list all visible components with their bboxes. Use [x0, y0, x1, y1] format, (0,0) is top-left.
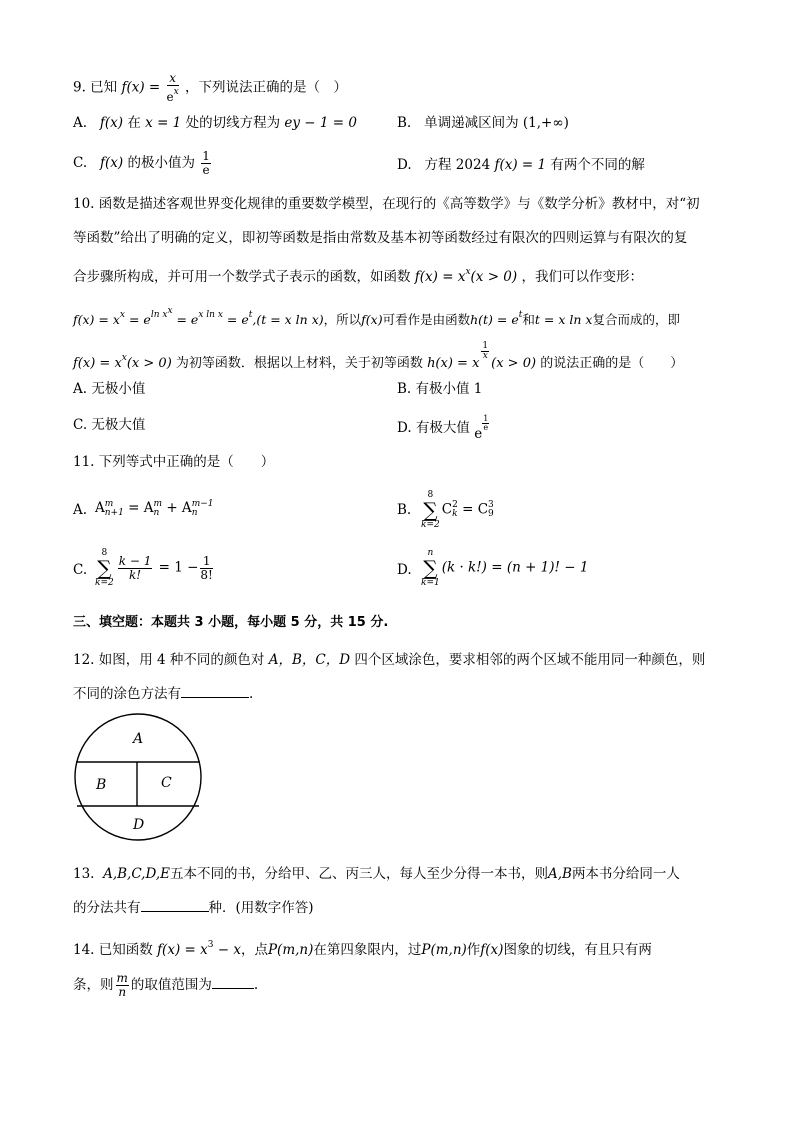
- q13-line2-tail: 种．(用数字作答): [208, 900, 314, 916]
- q11-a-left-sub: n+1: [104, 507, 124, 518]
- q9-option-d-label: D.: [397, 157, 412, 173]
- q14-point2: P(m,n): [421, 942, 467, 958]
- q14-line2-b: 的取值范围为: [130, 977, 212, 993]
- q14-func3: f(x): [480, 942, 504, 958]
- q9-option-b-label: B.: [397, 115, 412, 131]
- q11-c-rden: 8!: [200, 567, 213, 582]
- q10-line5-text1: 为初等函数．根据以上材料，关于初等函数: [175, 356, 423, 371]
- q13-line1-tail: 两本书分给同一人: [571, 866, 680, 882]
- q10-line4-text2: 可看作是由函数: [382, 312, 471, 327]
- q11-option-d-label: D.: [397, 562, 412, 578]
- q14-fraction: [116, 972, 129, 999]
- q11-a-right-sub: n: [191, 507, 198, 518]
- q10-line5-h: h(x) = x: [427, 356, 480, 371]
- q12-region-diagram: [73, 712, 203, 842]
- q10-line5-cond2: (x > 0): [491, 356, 537, 371]
- q9-suffix: ，下列说法正确的是（ ）: [185, 79, 347, 96]
- q14-func: f(x) = x: [157, 942, 208, 958]
- q9-option-a-f: f(x): [99, 115, 124, 131]
- q10-line4-text4: 复合而成的，即: [592, 312, 680, 327]
- q14-line2-text: 条，则: [73, 977, 114, 993]
- q11-a-mid: = A: [123, 500, 154, 516]
- q11-a-left: A: [95, 500, 105, 516]
- q14-line1: [73, 935, 724, 960]
- q14-line2: [73, 972, 724, 1002]
- q10-line5-eq: f(x) = x: [73, 356, 122, 371]
- q10-option-d-exp-num: 1: [483, 414, 489, 423]
- q11-option-c-eq: 8 ∑ k=2 $\frac{k - 1}{k!}$ = 1 − $\frac{1}{8!}$: [95, 548, 213, 588]
- q9-func: f(x) =: [121, 79, 161, 96]
- q10-option-d-exp-den: e: [483, 423, 489, 432]
- q11-option-c-label: C.: [73, 562, 88, 578]
- q12-line1-tail: 四个区域涂色，要求相邻的两个区域不能用同一种颜色，则: [354, 652, 706, 668]
- q9-frac-num: x: [167, 72, 179, 86]
- q11-b-term-sup: 2: [452, 500, 458, 510]
- q12-line2: [73, 684, 724, 704]
- q9-fraction: [167, 72, 179, 104]
- q10-line5-text2: 的说法正确的是（ ）: [540, 356, 684, 371]
- region-c-label: C: [161, 775, 172, 791]
- q9-option-c-label: C.: [73, 155, 88, 171]
- q10-line5-hsup: [481, 342, 489, 361]
- q14-line1-b: ，点: [240, 942, 268, 958]
- q12-line1-text: 12. 如图，用 4 种不同的颜色对: [73, 652, 265, 668]
- q14-answer-blank[interactable]: [212, 976, 254, 989]
- q12-answer-blank[interactable]: [181, 685, 249, 698]
- q11-b-term-sub: k: [452, 509, 458, 519]
- q10-line4-sup2b: x: [167, 306, 173, 316]
- q9-option-c-text: 的极小值为: [127, 155, 195, 171]
- q14-point: P(m,n): [267, 942, 314, 958]
- q10-line4-eq5: ,(t = x ln x): [252, 312, 324, 327]
- q10-line1: 10. 函数是描述客观世界变化规律的重要数学模型，在现行的《高等数学》与《数学分析》教材中，对“初: [73, 196, 700, 212]
- q11-a-mid-sup: m: [153, 498, 163, 509]
- q10-option-d-exp: [482, 415, 489, 432]
- q9-option-a-eq: ey − 1 = 0: [284, 115, 357, 131]
- q9-option-a-mid: 在: [127, 115, 141, 131]
- q13-line2: [73, 898, 724, 918]
- q11-c-num: k − 1: [118, 553, 152, 568]
- q9-option-b: [397, 113, 569, 133]
- q10-option-a: A. 无极小值: [73, 381, 146, 397]
- q10-line3-tail: ，我们可以作变形：: [521, 269, 643, 285]
- q11-a-plus: + A: [162, 500, 192, 516]
- q14-frac-den: n: [118, 985, 127, 999]
- q14-line2-end: .: [253, 977, 259, 993]
- q11-c-rfrac: [200, 555, 212, 582]
- q11-option-b-eq: 8 ∑ k=2 C 2 k = C 3 9: [421, 490, 494, 530]
- q10-line3-cond: (x > 0): [470, 269, 518, 285]
- q14-line1-text: 14. 已知函数: [73, 942, 153, 958]
- q11-d-term: (k · k!) = (n + 1)! − 1: [441, 559, 589, 576]
- q13-line1-text: 五本不同的书，分给甲、乙、丙三人，每人至少分得一本书，则: [169, 866, 548, 882]
- q11-b-sum-bottom: k=2: [421, 520, 440, 530]
- q11-c-frac: [118, 555, 153, 582]
- q13-number: 13.: [73, 866, 95, 882]
- q11-c-eq: = 1 −: [154, 559, 199, 576]
- q13-answer-blank[interactable]: [141, 899, 209, 912]
- q11-c-rnum: 1: [200, 555, 212, 569]
- q9-prefix: 9. 已知: [73, 79, 118, 96]
- q11-a-right-sup: m−1: [191, 498, 214, 509]
- q13-line2-text: 的分法共有: [73, 900, 141, 916]
- q9-frac-den-sup: x: [173, 87, 179, 97]
- q11-b-rhs-sub: 9: [488, 509, 494, 519]
- q11-c-den: k!: [128, 567, 142, 582]
- q10-line4-t: t = x ln x: [534, 312, 593, 327]
- q9-option-c-den: e: [202, 163, 210, 177]
- q10-line4-sup4: t: [248, 310, 253, 320]
- q11-option-a-eq: [95, 498, 214, 518]
- q12-line2-end: .: [249, 686, 254, 702]
- q14-line1-d: 作: [466, 942, 481, 958]
- q9-option-c-f: f(x): [100, 155, 124, 171]
- q11-stem: 11. 下列等式中正确的是（ ）: [73, 454, 275, 470]
- q14-frac-num: m: [116, 971, 128, 985]
- q10-line5-sup: x: [121, 353, 127, 363]
- q11-b-rhs-sup: 3: [488, 500, 494, 510]
- q9-option-b-text: 单调递减区间为: [424, 115, 519, 131]
- q9-option-a-label: A.: [73, 115, 88, 131]
- q9-options-ab: [73, 113, 724, 133]
- q10-line4-sup3: x ln x: [198, 310, 223, 320]
- q10-option-d: [397, 415, 491, 444]
- q13-vars: A,B,C,D,E: [103, 866, 170, 882]
- q10-line2: 等函数”给出了明确的定义，即初等函数是指由常数及基本初等函数经过有限次的四则运算与有限次的复: [73, 230, 688, 246]
- q9-option-b-interval: (1,+∞): [522, 115, 569, 131]
- q13-line1: [73, 864, 724, 884]
- q10-line5: [73, 342, 724, 374]
- q10-line5-cond: (x > 0): [126, 356, 172, 371]
- q11-a-left-sup: m: [104, 498, 114, 509]
- region-a-label: A: [133, 731, 144, 747]
- q10-line4-eq3: = e: [172, 312, 199, 327]
- q10-option-b: B. 有极小值 1: [397, 381, 483, 397]
- q11-a-mid-sub: n: [153, 507, 160, 518]
- region-d-label: D: [133, 817, 145, 833]
- q10-line4-eq1: f(x) = x: [73, 312, 120, 327]
- region-b-label: B: [96, 777, 107, 793]
- q10-line3-eq: f(x) = x: [414, 269, 466, 285]
- q14-line1-c: 在第四象限内，过: [313, 942, 422, 958]
- q9-stem: [73, 72, 724, 104]
- q11-option-b-label: B.: [397, 502, 412, 518]
- q13-vars2: A,B: [547, 866, 572, 882]
- q11-b-sum-top: 8: [427, 490, 434, 500]
- q9-option-d-text2: 有两个不同的解: [550, 157, 645, 173]
- q9-option-d: [397, 155, 645, 175]
- q10-line4-text3: 和: [522, 312, 535, 327]
- q11-c-sum-top: 8: [101, 548, 108, 558]
- q10-options-ab: [73, 379, 724, 399]
- q10-line3-sup: x: [465, 267, 471, 277]
- q14-line1-e: 图象的切线，有且只有两: [503, 942, 652, 958]
- q9-option-d-f: f(x) = 1: [494, 157, 547, 173]
- q10-option-c: C. 无极大值: [73, 417, 146, 433]
- q10-line4-eq2: = e: [124, 312, 151, 327]
- q9-option-a-text: 处的切线方程为: [185, 115, 281, 131]
- q11-option-a-label: A.: [73, 502, 88, 518]
- q10-line5-hsup-num: 1: [482, 341, 489, 351]
- q9-option-c-fraction: [201, 150, 211, 177]
- q10-line4-text1: ，所以: [323, 312, 362, 327]
- q11-b-rhs: = C: [457, 501, 489, 518]
- q10-line4-sup1: x: [119, 310, 125, 320]
- q10-option-d-base: e: [474, 426, 483, 442]
- q10-option-d-prefix: D. 有极大值: [397, 420, 470, 436]
- q14-func-tail: − x: [213, 942, 241, 958]
- q11-c-sum-bottom: k=2: [95, 578, 114, 588]
- q12-line1: [73, 650, 724, 670]
- q11-b-term: C: [441, 501, 453, 518]
- section-3-heading: 三、填空题：本题共 3 小题，每小题 5 分，共 15 分.: [73, 615, 389, 630]
- q11-d-sum-top: n: [427, 548, 434, 558]
- q9-option-c-num: 1: [202, 149, 210, 163]
- q9-option-a-x: x = 1: [145, 115, 182, 131]
- q10-line4-h: h(t) = e: [470, 312, 519, 327]
- q11-options-ab: [73, 490, 724, 530]
- q10-options-cd: [73, 415, 724, 441]
- q10-line3-text: 合步骤所构成，并可用一个数学式子表示的函数，如函数: [73, 269, 411, 285]
- q10-line4-eq4: = e: [222, 312, 249, 327]
- q9-options-cd: [73, 150, 724, 180]
- q12-line2-text: 不同的涂色方法有: [73, 686, 181, 702]
- q9-option-d-text1: 方程 2024: [424, 157, 491, 173]
- q10-line4: [73, 301, 724, 330]
- q11-options-cd: [73, 548, 724, 588]
- q10-line4-f: f(x): [361, 312, 383, 327]
- q9-frac-den: e: [166, 90, 174, 104]
- q11-d-sum-bottom: k=1: [421, 578, 440, 588]
- q10-line5-hsup-den: x: [482, 351, 488, 361]
- q14-func-sup: 3: [207, 940, 214, 950]
- q10-line4-hsup: t: [518, 310, 523, 320]
- q10-line4-sup2: ln x: [150, 310, 168, 320]
- q12-line1-vars: A，B，C，D: [268, 652, 351, 668]
- q11-option-d-eq: n ∑ k=1 (k · k!) = (n + 1)! − 1: [421, 548, 589, 588]
- q10-line3: [73, 262, 724, 287]
